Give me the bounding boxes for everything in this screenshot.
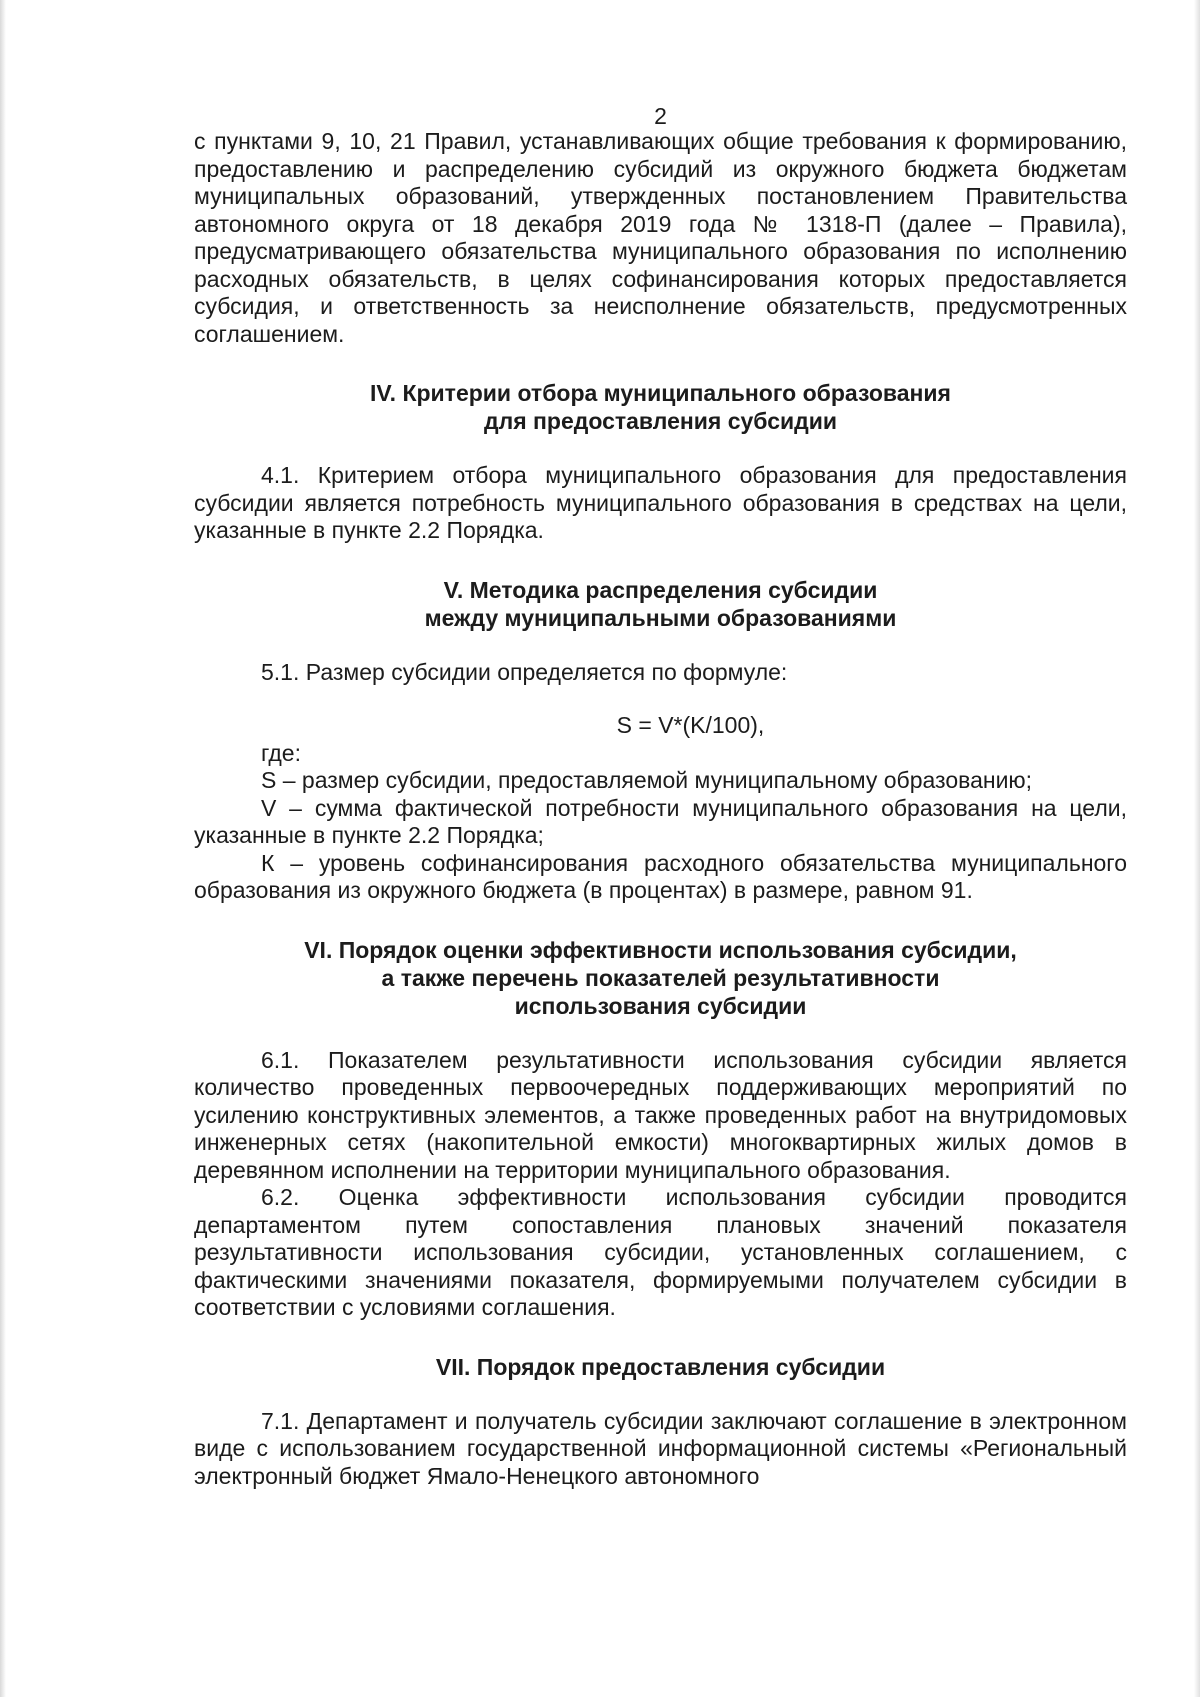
paragraph-6-2: 6.2. Оценка эффективности использования субсидии проводится департаментом путем сопоставления плановых значений показателя результативности использования субсидии, установленных соглашением, с фактическими значениями показателя, формируемыми получателем субсидии в соответствии с условиями соглашения. xyxy=(194,1184,1127,1320)
section-5-title-line-1: V. Методика распределения субсидии xyxy=(443,576,878,603)
section-6-title-line-1: VI. Порядок оценки эффективности использования субсидии, xyxy=(304,936,1017,963)
where-label: где: xyxy=(261,739,301,766)
section-4-title-line-2: для предоставления субсидии xyxy=(483,408,838,434)
page-left-edge xyxy=(0,0,6,1697)
definition-s: S – размер субсидии, предоставляемой муниципальному образованию; xyxy=(261,767,1033,793)
section-5-heading xyxy=(194,576,1127,632)
section-6-title-line-3: использования субсидии xyxy=(514,992,807,1019)
formula: S = V*(K/100), xyxy=(616,712,765,738)
document-body xyxy=(194,102,1127,1490)
page-number: 2 xyxy=(654,103,667,129)
page-right-edge xyxy=(1194,0,1200,1697)
section-7-title-line-1: VII. Порядок предоставления субсидии xyxy=(435,1353,886,1380)
section-6-heading xyxy=(194,936,1127,1020)
section-5-title-line-2: между муниципальными образованиями xyxy=(424,604,897,631)
section-6-title-line-2: а также перечень показателей результативности xyxy=(381,964,940,991)
section-7-heading xyxy=(194,1353,1127,1381)
paragraph-6-1: 6.1. Показателем результативности использования субсидии является количество проведенных первоочередных поддерживающих мероприятий по усилению конструктивных элементов, а также проведенных работ на внутридомовых инженерных сетях (накопительной емкости) многоквартирных жилых домов в деревянном исполнении на территории муниципального образования. xyxy=(194,1046,1127,1183)
definition-v: V – сумма фактической потребности муниципального образования на цели, указанные в пункте 2.2 Порядка; xyxy=(194,794,1127,848)
paragraph-5-1: 5.1. Размер субсидии определяется по формуле: xyxy=(261,658,788,685)
section-4-heading xyxy=(194,379,1127,435)
paragraph-7-1: 7.1. Департамент и получатель субсидии заключают соглашение в электронном виде с использованием государственной информационной системы «Региональный электронный бюджет Ямало-Ненецкого автономного xyxy=(194,1407,1127,1489)
definition-k: К – уровень софинансирования расходного обязательства муниципального образования из окружного бюджета (в процентах) в размере, равном 91. xyxy=(194,849,1127,903)
section-4-title-line-1: IV. Критерии отбора муниципального образования xyxy=(370,380,951,406)
paragraph-4-1: 4.1. Критерием отбора муниципального образования для предоставления субсидии является потребность муниципального образования в средствах на цели, указанные в пункте 2.2 Порядка. xyxy=(194,462,1127,543)
intro-paragraph: с пунктами 9, 10, 21 Правил, устанавливающих общие требования к формированию, предоставлению и распределению субсидий из окружного бюджета бюджетам муниципальных образований, утвержденных постановлением Правительства автономного округа от 18 декабря 2019 года № 1318-П (далее – Правила), предусматривающего обязательства муниципального образования по исполнению расходных обязательств, в целях софинансирования которых предоставляется субсидия, и ответственность за неисполнение обязательств, предусмотренных соглашением. xyxy=(194,128,1127,347)
